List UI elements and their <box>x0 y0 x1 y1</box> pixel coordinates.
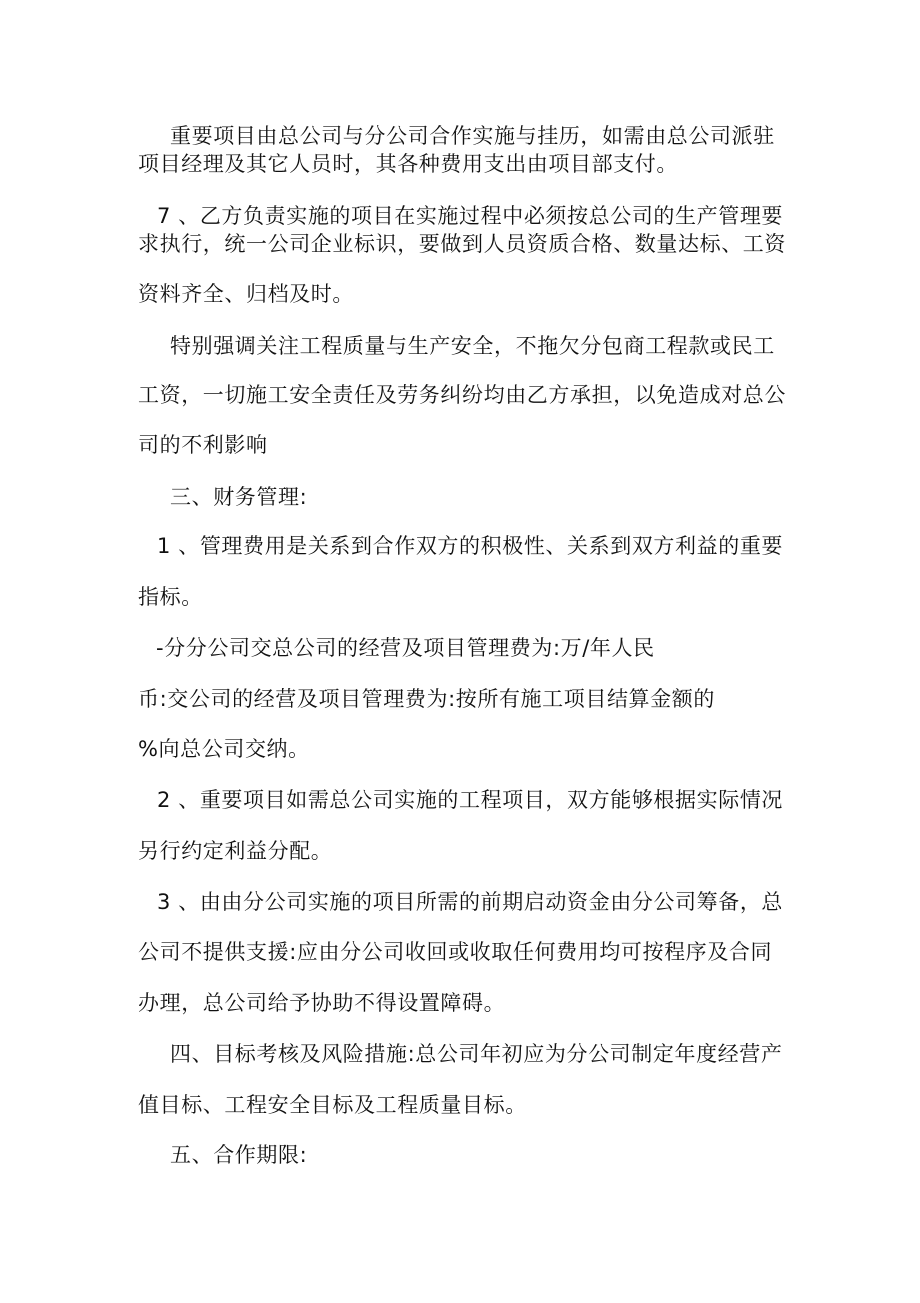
paragraph-line: 重要项目由总公司与分公司合作实施与挂历，如需由总公司派驻 <box>170 124 775 148</box>
paragraph-line: 求执行，统一公司企业标识，要做到人员资质合格、数量达标、工资 <box>138 232 786 256</box>
paragraph-line: 资料齐全、归档及时。 <box>138 282 354 306</box>
paragraph-line: 特别强调关注工程质量与生产安全，不拖欠分包商工程款或民工 <box>170 334 775 358</box>
paragraph-line: 公司不提供支援:应由分公司收回或收取任何费用均可按程序及合同 <box>138 940 773 964</box>
paragraph-line: 指标。 <box>138 585 203 609</box>
paragraph-line: 1 、管理费用是关系到合作双方的积极性、关系到双方利益的重要 <box>157 534 784 558</box>
paragraph-line: 办理，总公司给予协助不得设置障碍。 <box>138 991 506 1015</box>
paragraph-line: 司的不利影响 <box>138 433 268 457</box>
paragraph-line: 值目标、工程安全目标及工程质量目标。 <box>138 1093 527 1117</box>
paragraph-line: 7 、乙方负责实施的项目在实施过程中必须按总公司的生产管理要 <box>157 204 784 228</box>
paragraph-line: -分分公司交总公司的经营及项目管理费为:万/年人民 <box>156 636 655 660</box>
paragraph-line: 币:交公司的经营及项目管理费为:按所有施工项目结算金额的 <box>138 687 715 711</box>
paragraph-line: %向总公司交纳。 <box>138 737 310 761</box>
paragraph-line: 另行约定利益分配。 <box>138 839 333 863</box>
paragraph-line: 2 、重要项目如需总公司实施的工程项目，双方能够根据实际情况 <box>157 788 784 812</box>
section-heading: 四、目标考核及风险措施:总公司年初应为分公司制定年度经营产 <box>170 1042 783 1066</box>
paragraph-line: 项目经理及其它人员时，其各种费用支出由项目部支付。 <box>138 152 678 176</box>
section-heading: 三、财务管理: <box>170 485 308 509</box>
section-heading: 五、合作期限: <box>170 1143 308 1167</box>
paragraph-line: 3 、由由分公司实施的项目所需的前期启动资金由分公司筹备，总 <box>157 890 784 914</box>
paragraph-line: 工资，一切施工安全责任及劳务纠纷均由乙方承担，以免造成对总公 <box>138 383 786 407</box>
